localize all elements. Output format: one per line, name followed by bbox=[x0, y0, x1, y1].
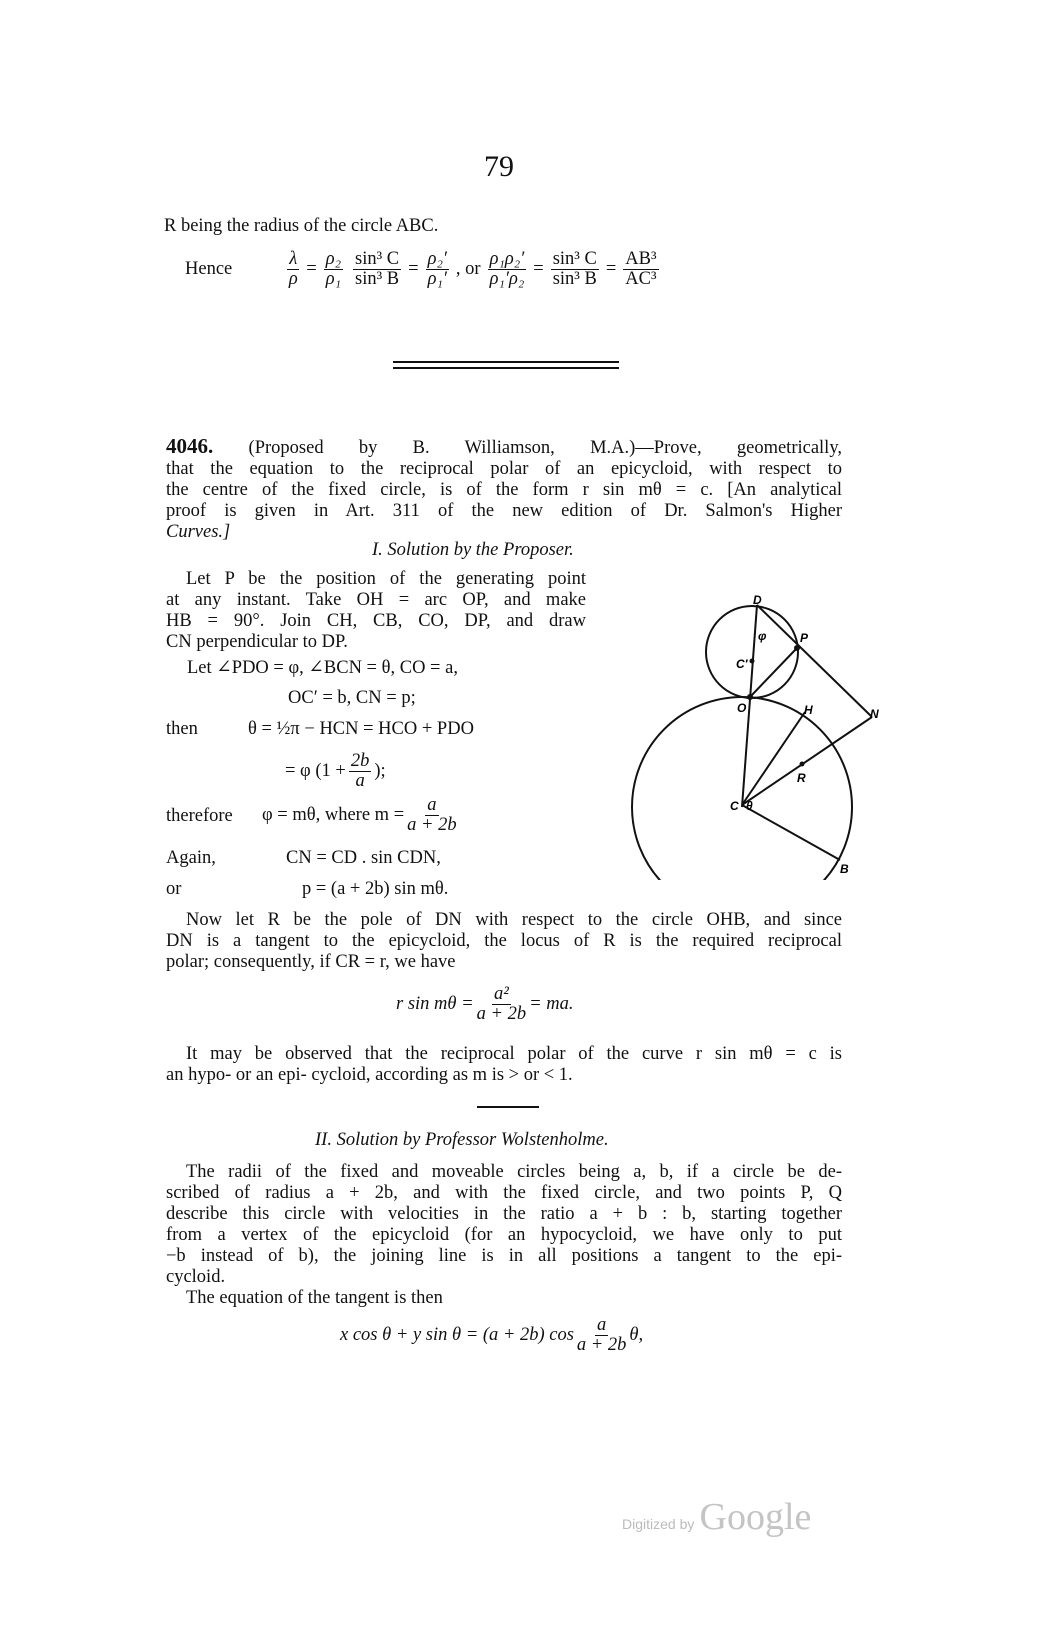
equation-line: OC′ = b, CN = p; bbox=[288, 688, 416, 708]
equation-line: = φ (1 + $\frac{2b}{a}$ ); bbox=[285, 751, 386, 791]
hence-equation: Hence $\frac{\lambda}{\rho}$ = $\frac{\text{ρ₂}}{\text{ρ₁}}$ $\frac{\text{sin³ C}}{\text{sin³ B}}$ = $\frac{\text{ρ₂′}}{\text{ρ₁′}}$ , or $\frac{\text{ρ₁ρ₂′}}{\text{ρ₁′ρ₂}}$ = $\frac{\text{sin³ C}}{\text{sin³ B}}$ = $\frac{\text{AB³}}{\text{AC³}}$ bbox=[185, 249, 657, 289]
section-heading: II. Solution by Professor Wolstenholme. bbox=[315, 1130, 609, 1150]
solution-paragraph: Now let R be the pole of DN with respect to the circle OHB, and since DN is a tangent to the epicycloid, the locus of R is the required reciprocal polar; consequently, if CR = r, we have bbox=[166, 910, 842, 972]
solution-paragraph: Let P be the position of the generating point at any instant. Take OH = arc OP, and make HB = 90°. Join CH, CB, CO, DP, and draw CN perpendicular to DP. bbox=[166, 569, 586, 652]
page-number: 79 bbox=[484, 150, 514, 183]
solution-paragraph: The radii of the fixed and moveable circles being a, b, if a circle be de- scribed of radius a + 2b, and with the fixed circle, and two points P, Q describe this circle with velocities in the ratio a + b : b, starting together from a vertex of the epicycloid (for an hypocycloid, we have only to put −b instead of b), the joining line is in all positions a tangent to the epi- cycloid. The equation of the tangent is then bbox=[166, 1162, 842, 1308]
label: then bbox=[166, 719, 198, 739]
tangent-equation: x cos θ + y sin θ = (a + 2b) cos $\frac{a}{a + 2b}$ θ, bbox=[340, 1315, 644, 1355]
label-theta: θ bbox=[746, 799, 753, 813]
equation-line: p = (a + 2b) sin mθ. bbox=[302, 879, 449, 899]
fixed-circle bbox=[632, 697, 852, 880]
label-C-prime: C′ bbox=[736, 657, 748, 671]
solution-paragraph: It may be observed that the reciprocal polar of the curve r sin mθ = c is an hypo- or an epi- cycloid, according as m is > or < 1. bbox=[166, 1044, 842, 1085]
label-H: H bbox=[804, 703, 813, 717]
line-CH bbox=[742, 712, 805, 805]
line-OP bbox=[750, 648, 797, 697]
line-CN bbox=[742, 717, 872, 805]
label-O: O bbox=[737, 701, 747, 715]
google-watermark: Digitized by Google bbox=[622, 1496, 812, 1538]
line-CB bbox=[742, 805, 840, 860]
equation-line: φ = mθ, where m = $\frac{a}{a + 2b}$ bbox=[262, 795, 457, 835]
label: Again, bbox=[166, 848, 216, 868]
equation-line: Let ∠PDO = φ, ∠BCN = θ, CO = a, bbox=[187, 658, 458, 678]
divider bbox=[393, 361, 619, 363]
divider bbox=[393, 367, 619, 369]
line-DN bbox=[757, 605, 872, 717]
hence-label: Hence bbox=[185, 259, 233, 279]
label: therefore bbox=[166, 806, 233, 826]
label-R: R bbox=[797, 771, 806, 785]
text-line: R being the radius of the circle ABC. bbox=[164, 216, 439, 236]
label-D: D bbox=[753, 593, 762, 607]
label: or bbox=[166, 879, 182, 899]
label-N: N bbox=[870, 707, 879, 721]
equation-line: θ = ½π − HCN = HCO + PDO bbox=[248, 719, 474, 739]
problem-statement: 4046. (Proposed by B. Williamson, M.A.)—Prove, geometrically, that the equation to the reciprocal polar of an epicycloid, with respect to the centre of the fixed circle, is of the form r sin mθ = c. [An analytical proof is given in Art. 311 of the new edition of Dr. Salmon's Higher Curves.] bbox=[166, 434, 842, 542]
label-phi: φ bbox=[758, 629, 767, 643]
section-heading: I. Solution by the Proposer. bbox=[372, 540, 574, 560]
problem-number: 4046. bbox=[166, 434, 214, 458]
label-B: B bbox=[840, 862, 849, 876]
epicycloid-diagram bbox=[600, 570, 880, 880]
label-C: C bbox=[730, 799, 739, 813]
equation-line: CN = CD . sin CDN, bbox=[286, 848, 441, 868]
divider bbox=[477, 1106, 539, 1108]
label-P: P bbox=[800, 631, 809, 645]
equation-line: r sin mθ = $\frac{\text{a²}}{a + 2b}$ = ma. bbox=[396, 984, 574, 1024]
